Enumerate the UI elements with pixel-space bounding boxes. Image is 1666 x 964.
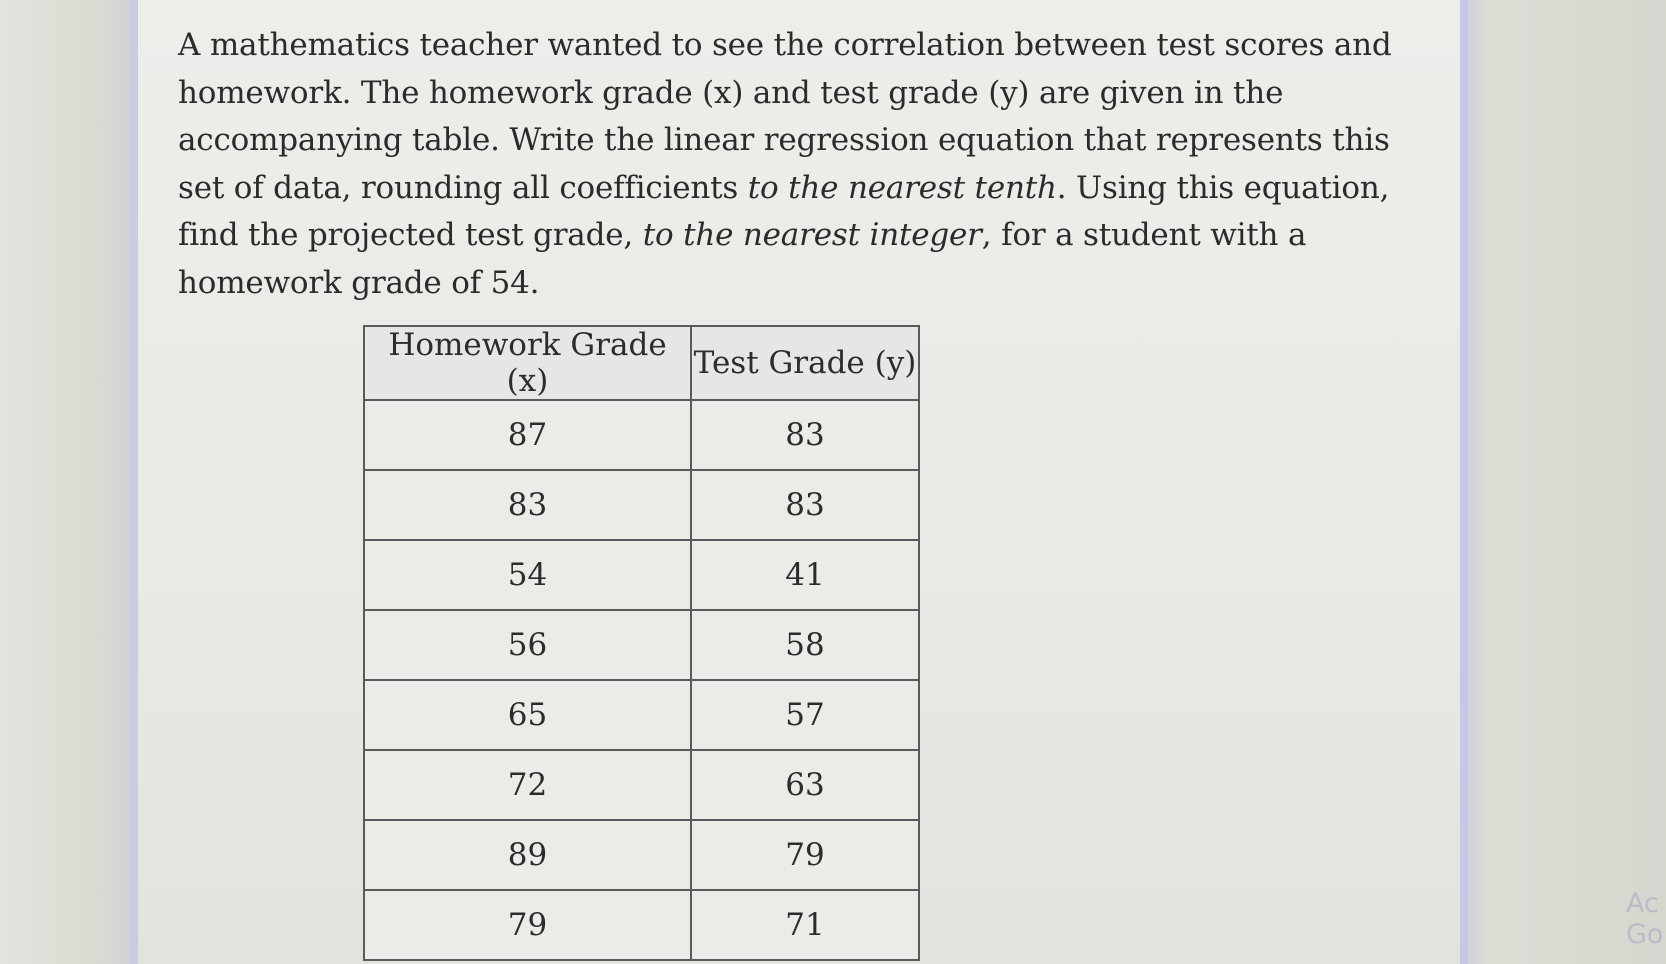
question-part-1: A mathematics teacher wanted to see the correlation between test scores and homework. The homework grade (x) and test grade (y) are given in the accompanying table. Write the linear regression equation that represents this set of data, rounding all coefficients — [178, 27, 1392, 206]
table-row — [364, 610, 919, 680]
homework-grade-cell: 56 — [364, 610, 691, 680]
test-grade-cell: 63 — [691, 750, 919, 820]
test-grade-cell: 83 — [691, 400, 919, 470]
table-row — [364, 820, 919, 890]
test-grade-cell: 41 — [691, 540, 919, 610]
backdrop-right — [1465, 0, 1666, 964]
header-homework-grade: Homework Grade (x) — [364, 326, 691, 400]
question-emphasis-1: to the nearest tenth — [747, 169, 1057, 206]
question-text — [178, 22, 1418, 307]
homework-grade-cell: 79 — [364, 890, 691, 960]
table-row — [364, 470, 919, 540]
homework-grade-cell: 72 — [364, 750, 691, 820]
activation-watermark-line-1: Ac — [1626, 888, 1659, 919]
table-row — [364, 400, 919, 470]
table-row — [364, 680, 919, 750]
test-grade-cell: 83 — [691, 470, 919, 540]
homework-grade-cell: 89 — [364, 820, 691, 890]
question-part-3: , for a student with a homework grade of 54. — [178, 217, 1307, 301]
header-test-grade: Test Grade (y) — [691, 326, 919, 400]
test-grade-cell: 79 — [691, 820, 919, 890]
table-row — [364, 750, 919, 820]
test-grade-cell: 71 — [691, 890, 919, 960]
homework-grade-cell: 83 — [364, 470, 691, 540]
activation-watermark — [1626, 888, 1663, 950]
homework-grade-cell: 65 — [364, 680, 691, 750]
worksheet-page — [130, 0, 1468, 964]
test-grade-cell: 57 — [691, 680, 919, 750]
data-table — [363, 325, 920, 961]
homework-grade-cell: 54 — [364, 540, 691, 610]
table-row — [364, 540, 919, 610]
activation-watermark-line-2: Go — [1626, 919, 1664, 950]
homework-grade-cell: 87 — [364, 400, 691, 470]
table-row — [364, 890, 919, 960]
table-header-row — [364, 326, 919, 400]
question-part-2: . Using this equation, find the projected test grade, — [178, 169, 1390, 253]
test-grade-cell: 58 — [691, 610, 919, 680]
backdrop-left — [0, 0, 140, 964]
question-emphasis-2: to the nearest integer — [642, 217, 982, 253]
